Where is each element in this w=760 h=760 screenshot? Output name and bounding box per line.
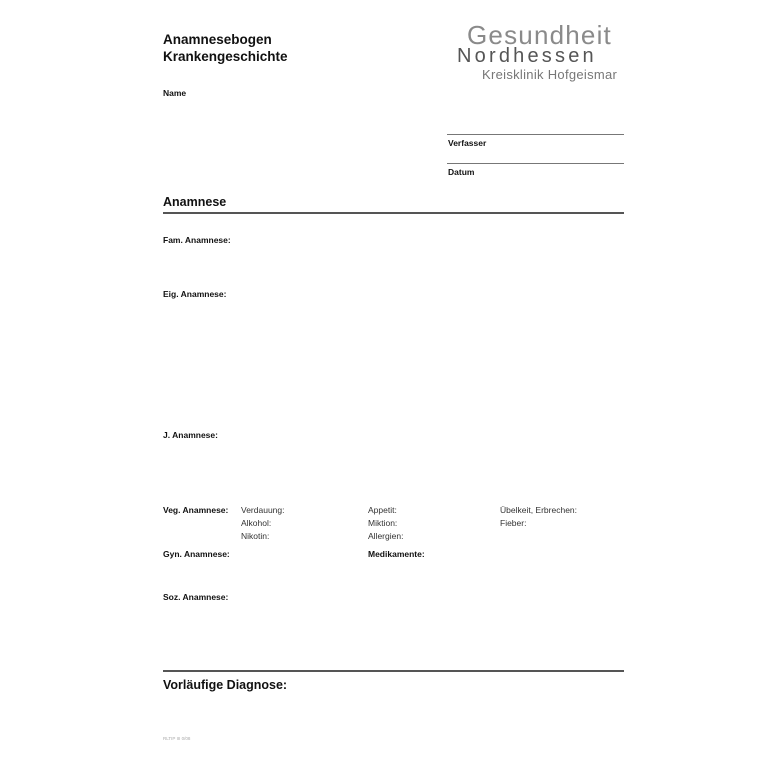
veg-item-fieber: Fieber: — [500, 518, 527, 528]
anamnese-section-title: Anamnese — [163, 195, 227, 209]
fam-anamnese-field[interactable] — [240, 230, 624, 278]
veg-item-alkohol: Alkohol: — [241, 518, 272, 528]
eig-anamnese-field[interactable] — [240, 284, 624, 419]
anamnese-rule — [163, 212, 624, 214]
medikamente-field[interactable] — [432, 545, 624, 585]
veg-anamnese-label: Veg. Anamnese: — [163, 505, 229, 515]
j-anamnese-field[interactable] — [240, 425, 624, 495]
date-field[interactable] — [447, 147, 624, 163]
gyn-anamnese-field[interactable] — [240, 545, 360, 585]
name-label: Name — [163, 88, 187, 98]
diagnose-field[interactable] — [295, 676, 624, 726]
logo-line1: Gesundheit — [467, 20, 612, 50]
medikamente-label: Medikamente: — [368, 549, 425, 559]
diagnose-section-title: Vorläufige Diagnose: — [163, 678, 288, 692]
veg-item-nikotin: Nikotin: — [241, 531, 270, 541]
veg-item-miktion: Miktion: — [368, 518, 398, 528]
date-label: Datum — [448, 167, 475, 177]
soz-anamnese-label: Soz. Anamnese: — [163, 592, 229, 602]
logo-line3: Kreisklinik Hofgeismar — [482, 67, 618, 82]
author-line — [447, 134, 624, 135]
name-field[interactable] — [200, 84, 420, 100]
diagnose-rule — [163, 670, 624, 672]
form-code: RLTIP III 0/08 — [163, 736, 191, 741]
veg-item-appetit: Appetit: — [368, 505, 397, 515]
gyn-anamnese-label: Gyn. Anamnese: — [163, 549, 230, 559]
soz-anamnese-field[interactable] — [240, 588, 624, 663]
fam-anamnese-label: Fam. Anamnese: — [163, 235, 231, 245]
date-line — [447, 163, 624, 164]
logo-line2: Nordhessen — [457, 45, 597, 67]
form-subtitle: Krankengeschichte — [163, 49, 288, 64]
author-field[interactable] — [447, 118, 624, 134]
j-anamnese-label: J. Anamnese: — [163, 430, 218, 440]
veg-item-uebelkeit: Übelkeit, Erbrechen: — [500, 505, 578, 515]
veg-item-allergien: Allergien: — [368, 531, 404, 541]
author-label: Verfasser — [448, 138, 487, 148]
form-title: Anamnesebogen — [163, 32, 272, 47]
veg-item-verdauung: Verdauung: — [241, 505, 285, 515]
eig-anamnese-label: Eig. Anamnese: — [163, 289, 227, 299]
